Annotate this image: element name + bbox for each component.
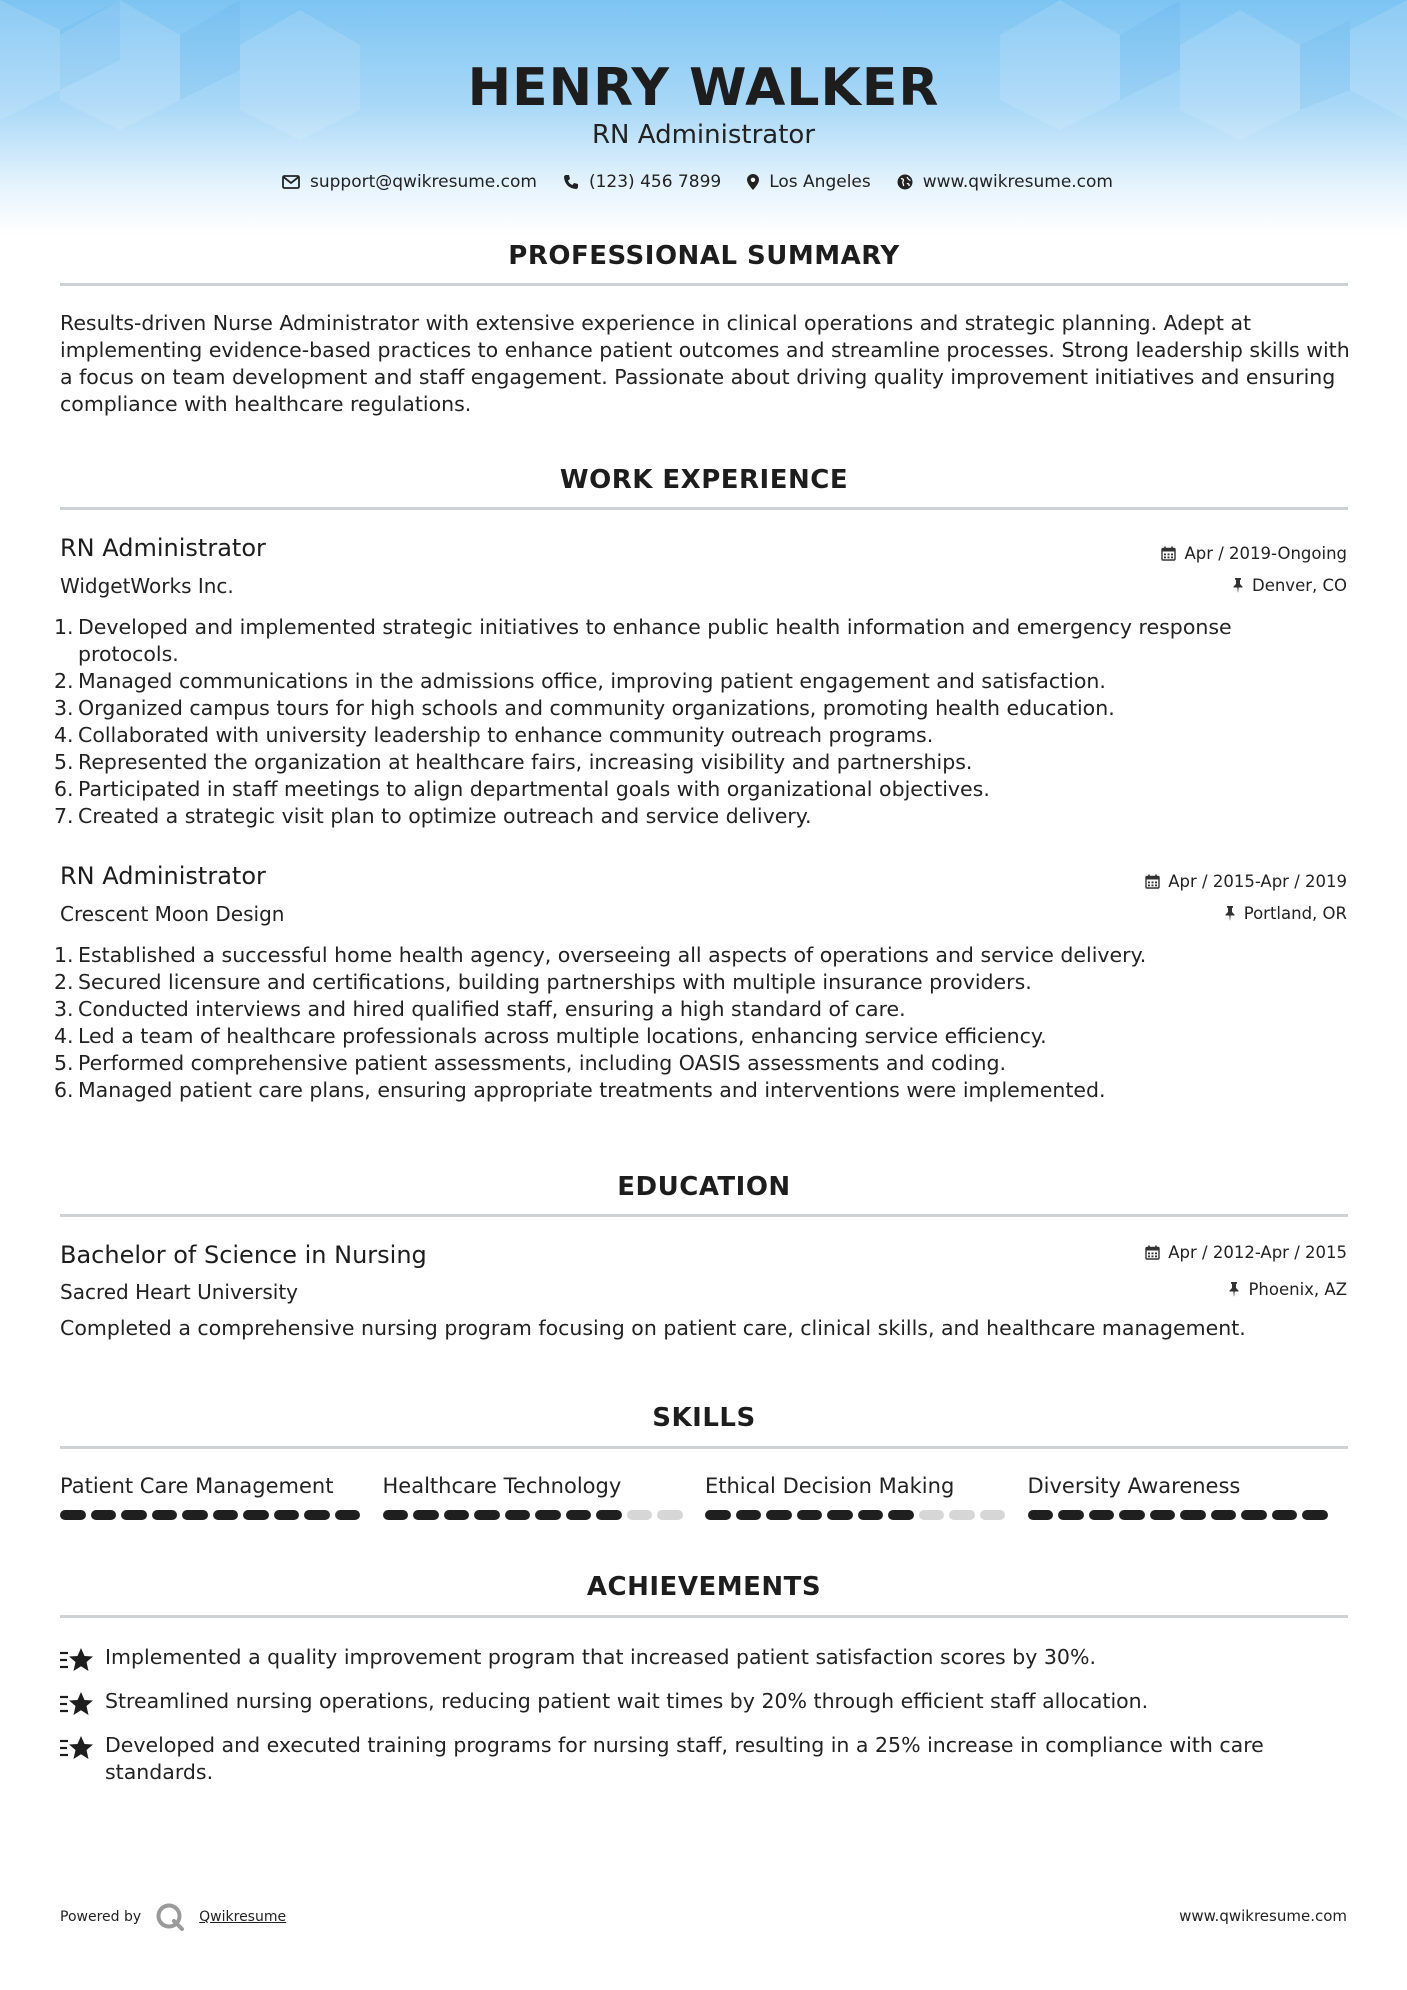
skill-name: Healthcare Technology xyxy=(382,1474,622,1498)
skill-rating-segment xyxy=(797,1510,823,1520)
list-item: 3. Organized campus tours for high schools and community organizations, promoting health education. xyxy=(54,696,1115,720)
skill-rating-segment xyxy=(1028,1510,1054,1520)
skill-rating-segment xyxy=(827,1510,853,1520)
education-date xyxy=(1145,1243,1347,1262)
skill-rating-segment xyxy=(335,1510,361,1520)
skill-rating-bar xyxy=(1028,1510,1328,1520)
achievements-heading: ACHIEVEMENTS xyxy=(586,1572,822,1602)
skill-rating-segment xyxy=(182,1510,208,1520)
list-item: 6. Participated in staff meetings to align departmental goals with organizational objectives. xyxy=(54,777,990,801)
skill-rating-segment xyxy=(949,1510,975,1520)
skill-rating-segment xyxy=(474,1510,500,1520)
footer-branding xyxy=(60,1902,286,1932)
skill-rating-segment xyxy=(627,1510,653,1520)
list-item: 5. Represented the organization at healthcare fairs, increasing visibility and partnerships. xyxy=(54,750,973,774)
skill-rating-segment xyxy=(888,1510,914,1520)
pushpin-icon xyxy=(1232,578,1244,593)
skill-rating-segment xyxy=(121,1510,147,1520)
skills-divider xyxy=(60,1446,1348,1449)
job-2-title: RN Administrator xyxy=(60,862,266,890)
skill-rating-segment xyxy=(1241,1510,1267,1520)
skill-rating-segment xyxy=(1119,1510,1145,1520)
skill-item xyxy=(383,1474,706,1520)
star-achievement-icon xyxy=(60,1691,94,1717)
list-item: 2. Secured licensure and certifications, building partnerships with multiple insurance providers. xyxy=(54,970,1032,994)
job-1-company: WidgetWorks Inc. xyxy=(60,574,234,598)
contact-email[interactable] xyxy=(282,172,537,192)
education-location xyxy=(1228,1280,1347,1299)
summary-heading: PROFESSIONAL SUMMARY xyxy=(508,241,900,271)
skill-rating-segment xyxy=(1089,1510,1115,1520)
contact-bar xyxy=(0,172,1407,192)
skill-rating-segment xyxy=(413,1510,439,1520)
education-location-text: Phoenix, AZ xyxy=(1248,1280,1347,1299)
skill-rating-segment xyxy=(383,1510,409,1520)
summary-text: Results-driven Nurse Administrator with extensive experience in clinical operations and strategic planning. Adept at implementing evidence-based practices to enhance patient outcomes and streamline processes. Strong leadership skills with a focus on team development and staff engagement. Passionate about driving quality improvement initiatives and ensuring compliance with healthcare regulations. xyxy=(60,311,1350,416)
skill-rating-segment xyxy=(1302,1510,1328,1520)
map-pin-icon xyxy=(747,174,759,190)
contact-location xyxy=(747,172,871,192)
contact-phone[interactable] xyxy=(563,172,721,192)
job-1-date xyxy=(1161,544,1347,563)
skills-grid xyxy=(60,1474,1350,1520)
website-text: www.qwikresume.com xyxy=(922,172,1113,192)
experience-divider xyxy=(60,507,1348,510)
qwikresume-link[interactable]: Qwikresume xyxy=(199,1909,287,1925)
contact-website[interactable] xyxy=(897,172,1113,192)
experience-heading: WORK EXPERIENCE xyxy=(559,465,849,495)
skill-name: Diversity Awareness xyxy=(1027,1474,1241,1498)
job-2-date xyxy=(1145,872,1347,891)
skill-rating-bar xyxy=(60,1510,360,1520)
pushpin-icon xyxy=(1224,906,1236,921)
location-text: Los Angeles xyxy=(769,172,871,192)
skill-rating-segment xyxy=(705,1510,731,1520)
list-item: 4. Collaborated with university leadership to enhance community outreach programs. xyxy=(54,723,934,747)
skill-rating-segment xyxy=(304,1510,330,1520)
skill-item xyxy=(705,1474,1028,1520)
job-1-bullet-list xyxy=(54,614,1324,830)
skill-rating-segment xyxy=(919,1510,945,1520)
skill-item xyxy=(1028,1474,1351,1520)
skill-rating-segment xyxy=(243,1510,269,1520)
list-item: 1. Developed and implemented strategic initiatives to enhance public health information and emergency response protocols. xyxy=(54,615,1232,666)
job-1-title: RN Administrator xyxy=(60,534,266,562)
calendar-icon xyxy=(1145,874,1160,889)
star-achievement-icon xyxy=(60,1735,94,1761)
skill-name: Patient Care Management xyxy=(60,1474,334,1498)
job-1-date-text: Apr / 2019-Ongoing xyxy=(1184,544,1347,563)
skill-rating-segment xyxy=(444,1510,470,1520)
education-date-text: Apr / 2012-Apr / 2015 xyxy=(1168,1243,1347,1262)
skill-rating-segment xyxy=(1272,1510,1298,1520)
powered-by-text: Powered by xyxy=(60,1909,142,1925)
skill-rating-segment xyxy=(596,1510,622,1520)
pushpin-icon xyxy=(1228,1282,1240,1297)
skills-heading: SKILLS xyxy=(652,1403,756,1433)
candidate-title: RN Administrator xyxy=(591,120,816,150)
list-item: 4. Led a team of healthcare professionals across multiple locations, enhancing service efficiency. xyxy=(54,1024,1047,1048)
list-item: 1. Established a successful home health agency, overseeing all aspects of operations and service delivery. xyxy=(54,943,1147,967)
list-item: 6. Managed patient care plans, ensuring appropriate treatments and interventions were implemented. xyxy=(54,1078,1106,1102)
calendar-icon xyxy=(1161,546,1176,561)
skill-rating-segment xyxy=(657,1510,683,1520)
skill-rating-segment xyxy=(91,1510,117,1520)
education-description: Completed a comprehensive nursing program focusing on patient care, clinical skills, and healthcare management. xyxy=(60,1316,1246,1340)
skill-rating-segment xyxy=(980,1510,1006,1520)
skill-rating-segment xyxy=(274,1510,300,1520)
job-1-location-text: Denver, CO xyxy=(1251,576,1347,595)
phone-icon xyxy=(563,174,579,190)
list-item: 3. Conducted interviews and hired qualified staff, ensuring a high standard of care. xyxy=(54,997,906,1021)
list-item: 2. Managed communications in the admissions office, improving patient engagement and satisfaction. xyxy=(54,669,1106,693)
candidate-name: HENRY WALKER xyxy=(467,58,940,118)
skill-name: Ethical Decision Making xyxy=(705,1474,955,1498)
job-1-location xyxy=(1232,576,1347,595)
skill-rating-segment xyxy=(152,1510,178,1520)
skill-rating-bar xyxy=(383,1510,683,1520)
skill-rating-segment xyxy=(213,1510,239,1520)
list-item: 7. Created a strategic visit plan to optimize outreach and service delivery. xyxy=(54,804,812,828)
skill-rating-segment xyxy=(1211,1510,1237,1520)
skill-rating-segment xyxy=(535,1510,561,1520)
list-item: Developed and executed training programs for nursing staff, resulting in a 25% increase in compliance with care standards. xyxy=(60,1732,1350,1786)
skill-rating-segment xyxy=(858,1510,884,1520)
education-divider xyxy=(60,1214,1348,1217)
summary-divider xyxy=(60,283,1348,286)
footer-website[interactable]: www.qwikresume.com xyxy=(1179,1907,1347,1925)
job-2-bullet-list xyxy=(54,942,1324,1104)
calendar-icon xyxy=(1145,1245,1160,1260)
school-name: Sacred Heart University xyxy=(60,1280,298,1304)
star-achievement-icon xyxy=(60,1647,94,1673)
list-item: 5. Performed comprehensive patient assessments, including OASIS assessments and coding. xyxy=(54,1051,1007,1075)
achievements-list xyxy=(60,1644,1350,1803)
qwikresume-logo-icon xyxy=(155,1902,185,1932)
skill-rating-bar xyxy=(705,1510,1005,1520)
list-item: Implemented a quality improvement program that increased patient satisfaction scores by 30%. xyxy=(60,1644,1350,1671)
list-item: Streamlined nursing operations, reducing patient wait times by 20% through efficient staff allocation. xyxy=(60,1688,1350,1715)
skill-rating-segment xyxy=(566,1510,592,1520)
email-text: support@qwikresume.com xyxy=(310,172,537,192)
job-2-date-text: Apr / 2015-Apr / 2019 xyxy=(1168,872,1347,891)
job-2-location-text: Portland, OR xyxy=(1243,904,1347,923)
skill-rating-segment xyxy=(1150,1510,1176,1520)
globe-icon xyxy=(897,174,913,190)
achievements-divider xyxy=(60,1615,1348,1618)
skill-rating-segment xyxy=(1180,1510,1206,1520)
job-2-company: Crescent Moon Design xyxy=(60,902,285,926)
envelope-icon xyxy=(282,175,300,189)
skill-rating-segment xyxy=(736,1510,762,1520)
degree-title: Bachelor of Science in Nursing xyxy=(60,1241,427,1269)
job-2-location xyxy=(1224,904,1347,923)
skill-rating-segment xyxy=(60,1510,86,1520)
skill-item xyxy=(60,1474,383,1520)
phone-text: (123) 456 7899 xyxy=(588,172,722,192)
skill-rating-segment xyxy=(1058,1510,1084,1520)
education-heading: EDUCATION xyxy=(617,1172,791,1202)
skill-rating-segment xyxy=(766,1510,792,1520)
skill-rating-segment xyxy=(505,1510,531,1520)
